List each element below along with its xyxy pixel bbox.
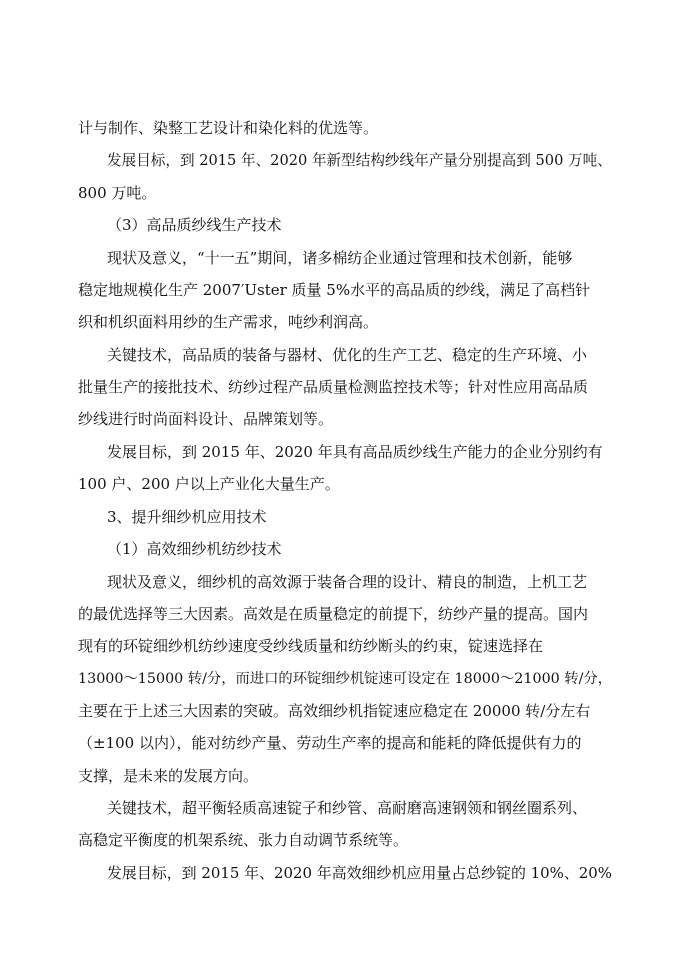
text-line: 发展目标，到 2015 年、2020 年具有高品质纱线生产能力的企业分别约有 bbox=[107, 443, 603, 461]
text-line: 稳定地规模化生产 2007′Uster 质量 5%水平的高品质的纱线，满足了高档针 bbox=[78, 281, 591, 299]
text-line: 13000～15000 转/分，而进口的环锭细纱机锭速可设定在 18000～21000 转/分， bbox=[78, 671, 613, 687]
text-line: （±100 以内），能对纺纱产量、劳动生产率的提高和能耗的降低提供有力的 bbox=[78, 734, 582, 752]
text-line: 发展目标，到 2015 年、2020 年新型结构纱线年产量分别提高到 500 万吨、 bbox=[107, 152, 612, 169]
text-line: 关键技术，超平衡轻质高速锭子和纱管、高耐磨高速钢领和钢丝圈系列、 bbox=[107, 799, 588, 817]
text-line: 织和机织面料用纱的生产需求，吨纱利润高。 bbox=[78, 313, 379, 331]
text-line: 现状及意义，细纱机的高效源于装备合理的设计、精良的制造，上机工艺 bbox=[107, 573, 588, 591]
section-heading: （3）高品质纱线生产技术 bbox=[107, 216, 282, 234]
text-line: 800 万吨。 bbox=[78, 184, 157, 202]
text-line: 主要在于上述三大因素的突破。高效细纱机指锭速应稳定在 20000 转/分左右 bbox=[78, 702, 591, 720]
section-heading: 3、提升细纱机应用技术 bbox=[107, 508, 267, 526]
section-heading: （1）高效细纱机纺纱技术 bbox=[107, 540, 282, 558]
text-line: 现状及意义，“十一五”期间，诸多棉纺企业通过管理和技术创新，能够 bbox=[107, 249, 573, 267]
text-line: 高稳定平衡度的机架系统、张力自动调节系统等。 bbox=[78, 831, 409, 849]
text-line: 计与制作、染整工艺设计和染化料的优选等。 bbox=[78, 119, 379, 137]
text-line: 的最优选择等三大因素。高效是在质量稳定的前提下，纺纱产量的提高。国内 bbox=[78, 605, 589, 623]
text-line: 批量生产的接批技术、纺纱过程产品质量检测监控技术等；针对性应用高品质 bbox=[78, 378, 589, 396]
text-line: 纱线进行时尚面料设计、品牌策划等。 bbox=[78, 410, 334, 428]
text-line: 发展目标，到 2015 年、2020 年高效细纱机应用量占总纱锭的 10%、20% bbox=[107, 864, 612, 882]
text-line: 现有的环锭细纱机纺纱速度受纱线质量和纺纱断头的约束，锭速选择在 bbox=[78, 637, 544, 655]
text-line: 支撑，是未来的发展方向。 bbox=[78, 767, 259, 785]
text-line: 100 户、200 户以上产业化大量生产。 bbox=[78, 475, 340, 493]
text-line: 关键技术，高品质的装备与器材、优化的生产工艺、稳定的生产环境、小 bbox=[107, 346, 588, 364]
